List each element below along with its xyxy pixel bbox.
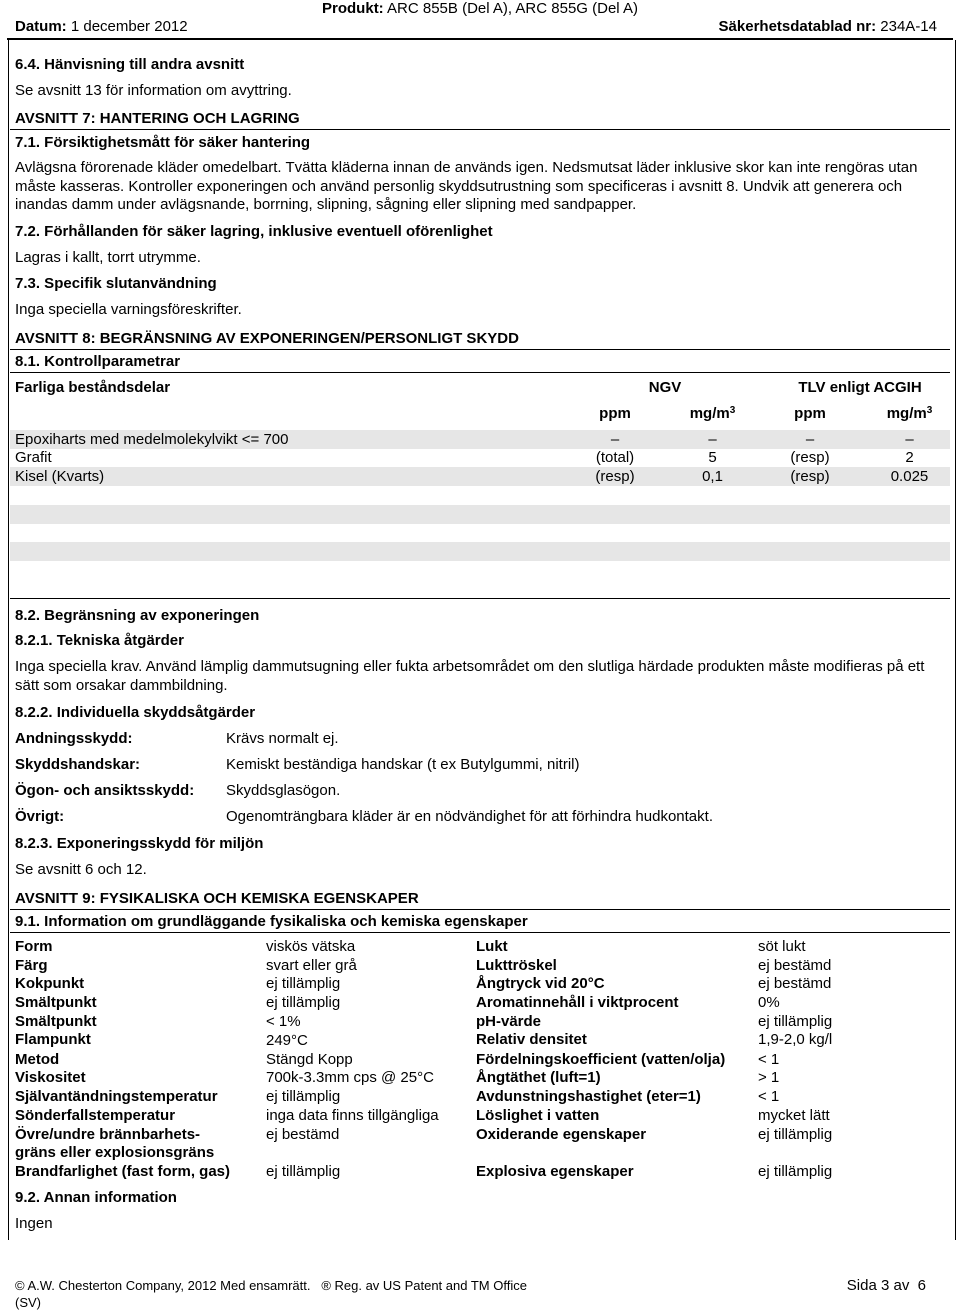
s7-title: AVSNITT 7: HANTERING OCH LAGRING	[15, 110, 300, 127]
col-ngv: NGV	[648, 379, 682, 396]
s72-text: Lagras i kallt, torrt utrymme.	[15, 249, 201, 266]
unit-tlv-mgm3: $mg/m^3$	[886, 405, 933, 422]
col-ingredients: Farliga beståndsdelar	[15, 379, 171, 396]
s72-title: 7.2. Förhållanden för säker lagring, inklusive eventuell oförenlighet	[15, 223, 493, 240]
col-tlv: TLV enligt ACGIH	[798, 379, 922, 396]
footer-language: (SV)	[15, 1295, 41, 1310]
s92-text: Ingen	[15, 1215, 53, 1232]
s7-heading-bar	[10, 110, 950, 130]
unit-ngv-ppm: ppm	[599, 405, 631, 422]
s8-heading-bar	[10, 330, 950, 350]
footer-page-number: Sida 3 av 6	[846, 1277, 926, 1294]
s821-text: Inga speciella krav. Använd lämplig dammutsugning eller fukta arbetsområdet om den slutliga härdade produkten måste modifieras på ett sätt som orsakar dammbildning.	[15, 658, 925, 694]
s821-title: 8.2.1. Tekniska åtgärder	[15, 632, 184, 649]
s9-heading-bar	[10, 890, 950, 910]
s91-title: 9.1. Information om grundläggande fysikaliska och kemiska egenskaper	[15, 913, 528, 930]
unit-ngv-mgm3: $mg/m^3$	[689, 405, 736, 422]
s823-text: Se avsnitt 6 och 12.	[15, 861, 147, 878]
s82-title: 8.2. Begränsning av exponeringen	[15, 607, 260, 624]
s73-text: Inga speciella varningsföreskrifter.	[15, 301, 242, 318]
s71-text: Avlägsna förorenade kläder omedelbart. Tvätta kläderna innan de används igen. Nedsmutsat läder inklusive skor kan inte rengöras utan måste kasseras. Kontroller exponeringen och använd personlig skyddsutrustning som specificeras i avsnitt 8. Undvik att generera och inandas damm under avlägsnande, borrning, slipning, sågning eller slipning med sandpapper.	[15, 159, 918, 213]
s64-text: Se avsnitt 13 för information om avyttring.	[15, 82, 292, 99]
s81-title: 8.1. Kontrollparametrar	[15, 353, 181, 370]
header-product: Produkt: ARC 855B (Del A), ARC 855G (Del A)	[322, 0, 638, 17]
s822-title: 8.2.2. Individuella skyddsåtgärder	[15, 704, 256, 721]
unit-tlv-ppm: ppm	[794, 405, 826, 422]
s823-title: 8.2.3. Exponeringsskydd för miljön	[15, 835, 264, 852]
s92-title: 9.2. Annan information	[15, 1189, 177, 1206]
s71-title: 7.1. Försiktighetsmått för säker hantering	[15, 134, 311, 151]
footer-copyright: © A.W. Chesterton Company, 2012 Med ensamrätt. ® Reg. av US Patent and TM Office	[15, 1278, 527, 1293]
s9-title: AVSNITT 9: FYSIKALISKA OCH KEMISKA EGENSKAPER	[15, 890, 419, 907]
page-header	[7, 0, 953, 40]
s8-title: AVSNITT 8: BEGRÄNSNING AV EXPONERINGEN/PERSONLIGT SKYDD	[15, 330, 519, 347]
header-date: Datum: 1 december 2012	[15, 18, 188, 35]
s64-title: 6.4. Hänvisning till andra avsnitt	[15, 56, 245, 73]
s73-title: 7.3. Specifik slutanvändning	[15, 275, 217, 292]
header-sdb-number: Säkerhetsdatablad nr: 234A-14	[718, 18, 937, 35]
